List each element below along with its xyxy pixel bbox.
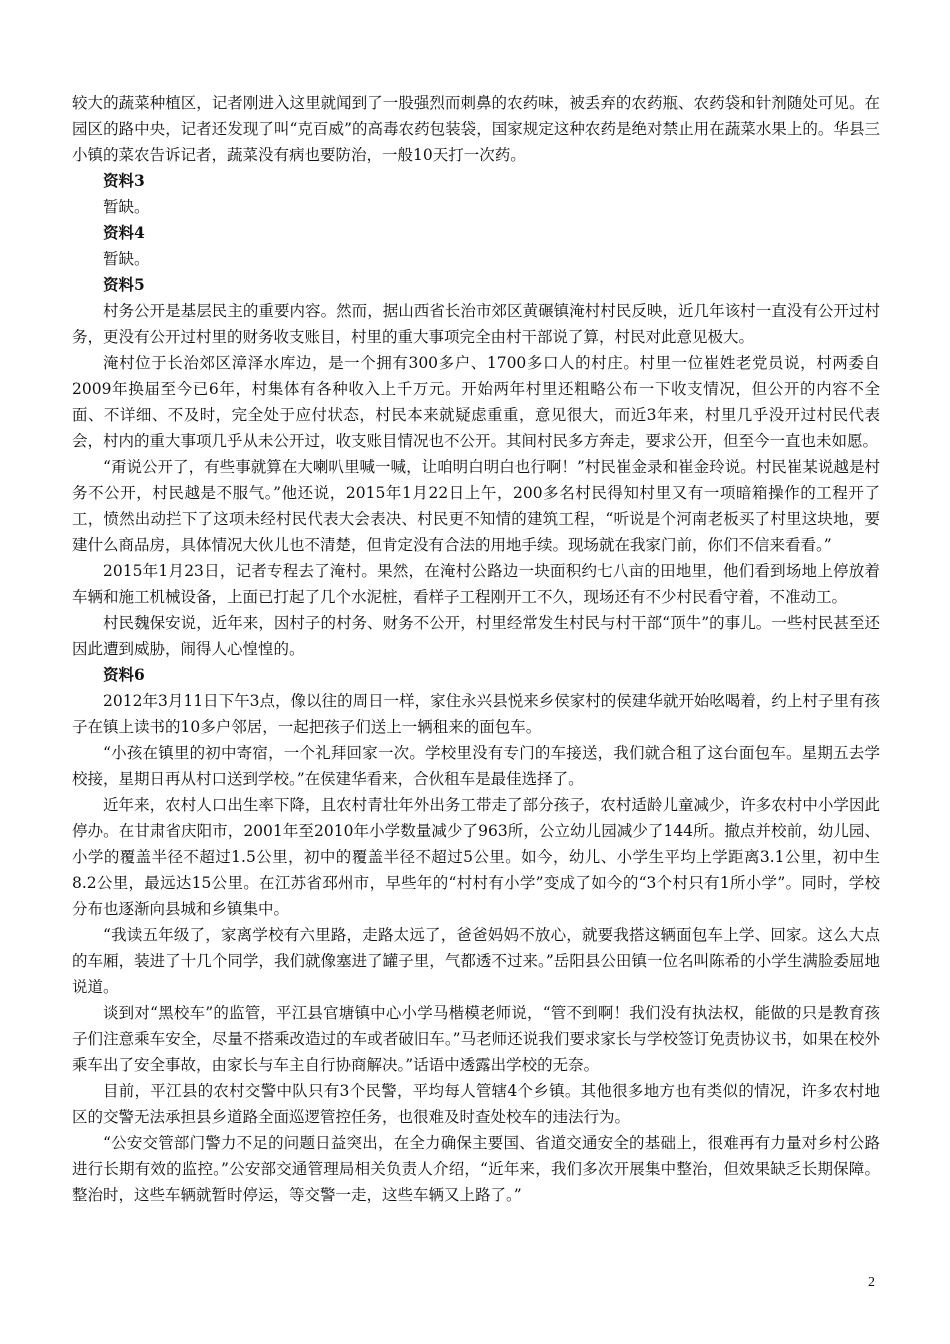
body-paragraph: “小孩在镇里的初中寄宿，一个礼拜回家一次。学校里没有专门的车接送，我们就合租了这台面包车。星期五去学校接，星期日再从村口送到学校。”在侯建华看来，合伙租车是最佳选择了。 — [72, 744, 880, 788]
body-paragraph: “公安交管部门警力不足的问题日益突出，在全力确保主要国、省道交通安全的基础上，很难再有力量对乡村公路进行长期有效的监控。”公安部交通管理局相关负责人介绍，“近年来，我们多次开展集中整治，但效果缺乏长期保障。整治时，这些车辆就暂时停运，等交警一走，这些车辆又上路了。” — [72, 1134, 880, 1204]
body-paragraph: 近年来，农村人口出生率下降，且农村青壮年外出务工带走了部分孩子，农村适龄儿童减少，许多农村中小学因此停办。在甘肃省庆阳市，2001年至2010年小学数量减少了963所，公立幼儿园减少了144所。撤点并校前，幼儿园、小学的覆盖半径不超过1.5公里，初中的覆盖半径不超过5公里。如今，幼儿、小学生平均上学距离3.1公里，初中生8.2公里，最远达15公里。在江苏省邳州市，早些年的“村村有小学”变成了如今的“3个村只有1所小学”。同时，学校分布也逐渐向县城和乡镇集中。 — [72, 796, 880, 918]
section-heading: 资料4 — [103, 223, 145, 242]
body-paragraph: 2012年3月11日下午3点，像以往的周日一样，家住永兴县悦来乡侯家村的侯建华就开始吆喝着，约上村子里有孩子在镇上读书的10多户邻居，一起把孩子们送上一辆租来的面包车。 — [72, 692, 880, 736]
body-paragraph: 村民魏保安说，近年来，因村子的村务、财务不公开，村里经常发生村民与村干部“顶牛”的事儿。一些村民甚至还因此遭到威胁，闹得人心惶惶的。 — [72, 614, 880, 658]
section-heading: 资料6 — [103, 665, 145, 684]
body-paragraph: 谈到对“黑校车”的监管，平江县官塘镇中心小学马楷模老师说，“管不到啊！我们没有执法权，能做的只是教育孩子们注意乘车安全，尽量不搭乘改造过的车或者破旧车。”马老师还说我们要求家长与学校签订免责协议书，如果在校外乘车出了安全事故，由家长与车主自行协商解决。”话语中透露出学校的无奈。 — [72, 1004, 880, 1074]
body-paragraph: 较大的蔬菜种植区，记者刚进入这里就闻到了一股强烈而刺鼻的农药味，被丢弃的农药瓶、农药袋和针剂随处可见。在园区的路中央，记者还发现了叫“克百威”的高毒农药包装袋，国家规定这种农药是绝对禁止用在蔬菜水果上的。华县三小镇的菜农告诉记者，蔬菜没有病也要防治，一般10天打一次药。 — [72, 94, 880, 164]
body-paragraph: “我读五年级了，家离学校有六里路，走路太远了，爸爸妈妈不放心，就要我搭这辆面包车上学、回家。这么大点的车厢，装进了十几个同学，我们就像塞进了罐子里，气都透不过来。”岳阳县公田镇一位名叫陈希的小学生满脸委屈地说道。 — [72, 926, 880, 996]
body-paragraph: 村务公开是基层民主的重要内容。然而，据山西省长治市郊区黄碾镇淹村村民反映，近几年该村一直没有公开过村务，更没有公开过村里的财务收支账目，村里的重大事项完全由村干部说了算，村民对此意见极大。 — [72, 302, 880, 346]
body-paragraph: 淹村位于长治郊区漳泽水库边，是一个拥有300多户、1700多口人的村庄。村里一位崔姓老党员说，村两委自2009年换届至今已6年，村集体有各种收入上千万元。开始两年村里还粗略公布一下收支情况，但公开的内容不全面、不详细、不及时，完全处于应付状态，村民本来就疑虑重重，意见很大，而近3年来，村里几乎没开过村民代表会，村内的重大事项几乎从未公开过，收支账目情况也不公开。其间村民多方奔走，要求公开，但至今一直也未如愿。 — [72, 354, 880, 450]
body-paragraph: 目前，平江县的农村交警中队只有3个民警，平均每人管辖4个乡镇。其他很多地方也有类似的情况，许多农村地区的交警无法承担县乡道路全面巡逻管控任务，也很难及时查处校车的违法行为。 — [72, 1082, 880, 1126]
body-paragraph: 暂缺。 — [103, 198, 150, 216]
body-paragraph: 暂缺。 — [103, 250, 150, 268]
page-number: 2 — [868, 1275, 875, 1290]
body-paragraph: “甭说公开了，有些事就算在大喇叭里喊一喊，让咱明白明白也行啊！”村民崔金录和崔金玲说。村民崔某说越是村务不公开，村民越是不服气。”他还说，2015年1月22日上午，200多名村民得知村里又有一项暗箱操作的工程开了工，愤然出动拦下了这项未经村民代表大会表决、村民更不知情的建筑工程，“听说是个河南老板买了村里这块地，要建什么商品房，具体情况大伙儿也不清楚，但肯定没有合法的用地手续。现场就在我家门前，你们不信来看看。” — [72, 458, 880, 554]
section-heading: 资料3 — [103, 171, 145, 190]
section-heading: 资料5 — [103, 275, 145, 294]
document-body — [72, 90, 880, 1208]
body-paragraph: 2015年1月23日，记者专程去了淹村。果然，在淹村公路边一块面积约七八亩的田地里，他们看到场地上停放着车辆和施工机械设备，上面已打起了几个水泥桩，看样子工程刚开工不久，现场还有不少村民看守着，不准动工。 — [72, 562, 880, 606]
